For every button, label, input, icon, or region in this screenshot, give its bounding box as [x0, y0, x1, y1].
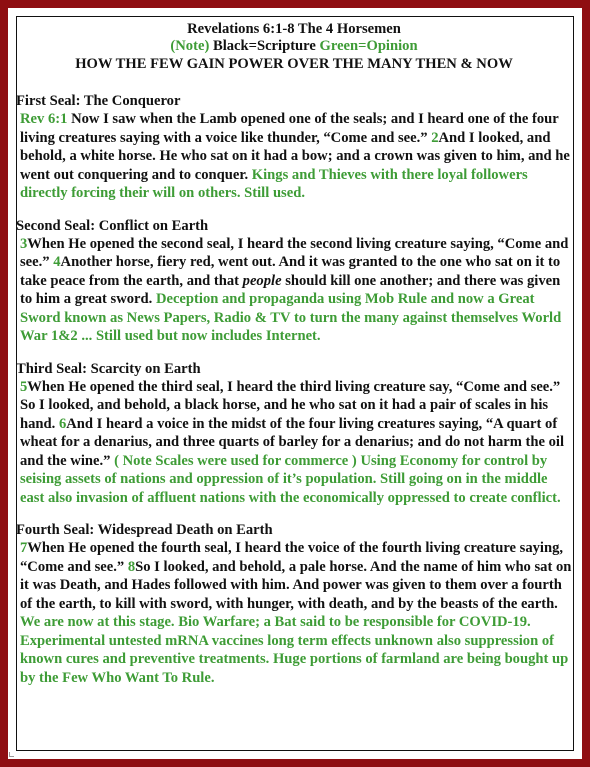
first-seal-section	[16, 92, 572, 203]
headline: HOW THE FEW GAIN POWER OVER THE MANY THEN & NOW	[75, 56, 513, 72]
seal-paragraph	[16, 539, 572, 687]
scripture-text: And I heard a voice in the midst of the four living creatures saying, “A quart of wheat for a denarius, and three quarts of barley for a denarius; and do not harm the oil and the wine.”	[20, 415, 565, 469]
legend-green: Green=Opinion	[319, 38, 418, 54]
scripture-text: Another horse, fiery red, went out. And it was granted to the one who sat on it to take peace from the earth, and that	[20, 254, 561, 289]
opinion-text: Kings and Thieves with there loyal followers directly forcing their will on others. Still used.	[20, 166, 528, 201]
document-content	[16, 20, 572, 687]
legend-black: Black=Scripture	[209, 38, 320, 54]
scripture-text: When He opened the fourth seal, I heard the voice of the fourth living creature saying, “Come and see.”	[20, 540, 564, 575]
scripture-text: So I looked, and behold, a pale horse. And the name of him who sat on it was Death, and Hades followed with him. And power was given to them over a fourth of the earth, to kill with sword, with hunger, with death, and by the beasts of the earth.	[20, 558, 572, 612]
fourth-seal-section	[16, 521, 572, 687]
second-seal-section	[16, 217, 572, 346]
scripture-text: should kill one another; and there was given to him a great sword.	[20, 272, 561, 307]
scripture-text: When He opened the second seal, I heard the second living creature saying, “Come and see.”	[20, 235, 569, 270]
document-title: Revelations 6:1-8 The 4 Horsemen	[187, 21, 401, 37]
color-legend	[16, 38, 572, 55]
opinion-text: ( Note Scales were used for commerce ) Using Economy for control by seising assets of nations and oppression of it’s population. Still going on in the middle east also invasion of affluent nations with the economically oppressed to create conflict.	[20, 452, 561, 506]
seal-paragraph	[16, 110, 572, 203]
verse-ref: 3	[20, 235, 28, 252]
verse-ref: 2	[431, 129, 439, 146]
seal-paragraph	[16, 378, 572, 508]
verse-ref: 7	[20, 540, 28, 556]
verse-ref: 6	[58, 415, 67, 432]
note-label: (Note)	[170, 38, 210, 54]
scripture-text: When He opened the third seal, I heard the third living creature say, “Come and see.” So I looked, and behold, a black horse, and he who sat on it had a pair of scales in his hand.	[20, 378, 561, 432]
seal-title: Second Seal: Conflict on Earth	[16, 217, 209, 234]
verse-ref: 5	[20, 378, 28, 395]
third-seal-section	[16, 360, 572, 508]
verse-ref: 8	[127, 558, 136, 575]
opinion-text: We are now at this stage. Bio Warfare; a Bat said to be responsible for COVID-19. Experimental untested mRNA vaccines long term effects unknown also suppression of known cures and preventive treatments. Huge portions of farmland are being bought up by the Few Who Want To Rule.	[20, 614, 569, 686]
scripture-text: Now I saw when the Lamb opened one of the seals; and I heard one of the four living creatures saying with a voice like thunder, “Come and see.”	[20, 111, 559, 146]
seal-title: Third Seal: Scarcity on Earth	[16, 360, 201, 377]
seal-paragraph	[16, 235, 572, 346]
seal-title: First Seal: The Conqueror	[16, 93, 181, 109]
verse-ref: Rev 6:1	[20, 111, 68, 127]
seal-title: Fourth Seal: Widespread Death on Earth	[16, 522, 273, 538]
opinion-text: Deception and propaganda using Mob Rule and now a Great Sword known as News Papers, Radio & TV to turn the many against themselves World War 1&2 ... Still used but now includes Internet.	[20, 291, 562, 344]
italic-word: people	[242, 272, 282, 289]
corner-mark	[9, 752, 14, 757]
verse-ref: 4	[53, 254, 61, 270]
scripture-text: And I looked, and behold, a white horse. He who sat on it had a bow; and a crown was given to him, and he went out conquering and to conquer.	[20, 129, 570, 183]
